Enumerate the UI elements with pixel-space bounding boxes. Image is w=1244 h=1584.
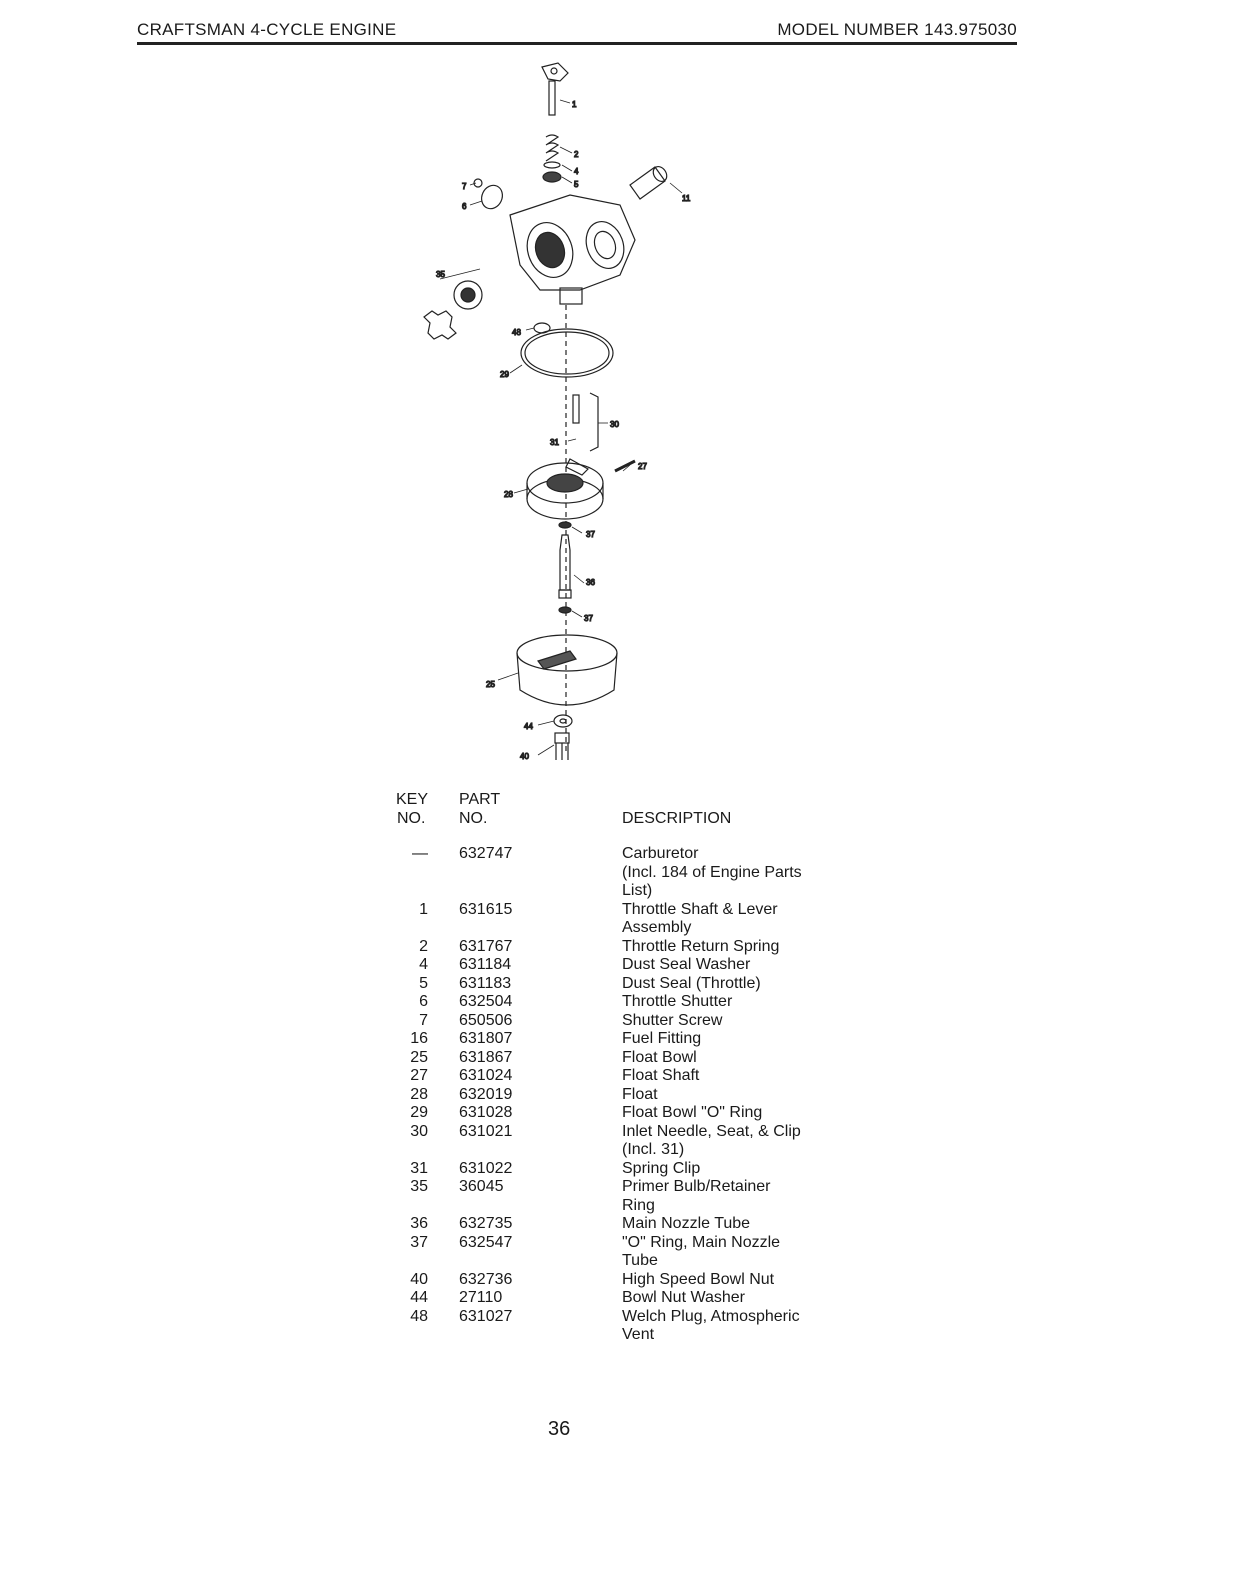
part-description — [622, 1178, 852, 1215]
inlet-needle-part — [573, 393, 598, 451]
throttle-shaft-part — [542, 63, 568, 115]
callout-25: 25 — [486, 680, 495, 689]
key-number: 48 — [410, 1307, 428, 1325]
part-number: 27110 — [459, 1289, 503, 1306]
key-number: — — [412, 845, 428, 862]
key-number: 28 — [410, 1085, 428, 1103]
part-number: 631807 — [459, 1030, 513, 1047]
callout-5: 5 — [574, 180, 579, 189]
page-number: 36 — [548, 1418, 571, 1440]
return-spring-part — [546, 135, 558, 161]
description-line: (Incl. 184 of Engine Parts — [622, 863, 802, 881]
description-line: Carburetor — [622, 845, 699, 862]
callout-35: 35 — [436, 270, 445, 279]
part-description — [622, 1234, 852, 1271]
part-description — [622, 901, 852, 938]
part-header-1: PART — [459, 791, 501, 808]
part-number: 632735 — [459, 1215, 513, 1232]
description-line: "O" Ring, Main Nozzle — [622, 1233, 781, 1251]
part-description — [622, 1049, 852, 1068]
key-number: 36 — [410, 1215, 428, 1232]
callout-27: 27 — [638, 462, 647, 471]
primer-bulb-part — [424, 281, 482, 339]
callout-4: 4 — [574, 167, 579, 176]
key-number: 35 — [410, 1178, 428, 1195]
part-description — [622, 1123, 852, 1160]
key-number: 44 — [410, 1289, 428, 1306]
part-number: 631027 — [459, 1307, 513, 1325]
nozzle-o-ring-top-part — [559, 522, 571, 528]
callout-6: 6 — [462, 202, 467, 211]
header-rule — [137, 42, 1017, 45]
callout-2: 2 — [574, 150, 579, 159]
description-line: Dust Seal Washer — [622, 956, 751, 973]
key-number: 29 — [410, 1104, 428, 1121]
description-line: Primer Bulb/Retainer — [622, 1178, 771, 1195]
callout-37-top: 37 — [586, 530, 595, 539]
float-bowl-part — [517, 635, 617, 705]
description-line: Tube — [622, 1252, 658, 1269]
callout-40: 40 — [520, 752, 529, 761]
description-line: Main Nozzle Tube — [622, 1215, 751, 1232]
description-line: Assembly — [622, 919, 692, 936]
description-line: Float Bowl "O" Ring — [622, 1104, 763, 1121]
part-description — [622, 1215, 852, 1234]
part-number: 632547 — [459, 1233, 513, 1251]
part-description — [622, 993, 852, 1012]
part-description — [622, 1104, 852, 1123]
part-description — [622, 956, 852, 975]
description-line: Shutter Screw — [622, 1011, 723, 1029]
description-line: Dust Seal (Throttle) — [622, 974, 761, 992]
part-number: 632504 — [459, 993, 513, 1010]
part-description — [622, 938, 852, 957]
callout-48: 48 — [512, 328, 521, 337]
part-description — [622, 1086, 852, 1105]
carburetor-exploded-diagram — [420, 55, 720, 785]
description-line: Throttle Shutter — [622, 993, 733, 1010]
key-number: 7 — [419, 1011, 428, 1029]
key-number: 16 — [410, 1030, 428, 1047]
description-line: Float Shaft — [622, 1067, 700, 1084]
float-part — [527, 459, 603, 519]
callout-28: 28 — [504, 490, 513, 499]
description-line: Float Bowl — [622, 1048, 697, 1066]
part-header-2: NO. — [459, 810, 488, 827]
callout-11: 11 — [682, 194, 691, 203]
main-nozzle-tube-part — [559, 535, 571, 598]
dust-seal-part — [543, 172, 561, 182]
part-number: 632747 — [459, 845, 513, 862]
part-description — [622, 1308, 852, 1345]
bowl-nut-washer-part — [554, 715, 572, 727]
description-line: Throttle Return Spring — [622, 937, 780, 955]
throttle-shutter-part — [478, 182, 506, 212]
description-line: (Incl. 31) — [622, 1141, 685, 1158]
callout-36: 36 — [586, 578, 595, 587]
callout-30: 30 — [610, 420, 619, 429]
key-number: 2 — [419, 937, 428, 955]
description-line: Throttle Shaft & Lever — [622, 900, 778, 918]
part-description — [622, 1289, 852, 1308]
float-bowl-o-ring-part — [521, 329, 613, 377]
key-number: 27 — [410, 1067, 428, 1084]
part-description — [622, 1160, 852, 1179]
dust-seal-washer-part — [544, 162, 560, 168]
description-line: Vent — [622, 1326, 655, 1343]
part-description — [622, 1271, 852, 1290]
part-number: 650506 — [459, 1011, 513, 1029]
description-line: Float — [622, 1085, 658, 1103]
description-line: Bowl Nut Washer — [622, 1289, 745, 1306]
key-number: 5 — [419, 974, 428, 992]
callout-44: 44 — [524, 722, 533, 731]
page-header — [137, 18, 1017, 44]
model-number: MODEL NUMBER 143.975030 — [777, 20, 1017, 39]
part-number: 631183 — [459, 974, 512, 992]
key-number: 31 — [410, 1159, 428, 1177]
carburetor-body-part — [510, 195, 635, 304]
part-number: 631867 — [459, 1048, 513, 1066]
key-header-1: KEY — [396, 791, 429, 808]
description-header: DESCRIPTION — [622, 810, 732, 827]
part-number: 631184 — [459, 956, 512, 973]
part-number: 631024 — [459, 1067, 513, 1084]
part-number: 632736 — [459, 1270, 513, 1288]
description-line: Welch Plug, Atmospheric — [622, 1307, 800, 1325]
part-description — [622, 1012, 852, 1031]
part-description — [622, 845, 852, 901]
part-description — [622, 1030, 852, 1049]
part-description — [622, 1067, 852, 1086]
nozzle-o-ring-bottom-part — [559, 607, 571, 613]
key-number: 6 — [419, 993, 428, 1010]
key-number: 40 — [410, 1270, 428, 1288]
fuel-fitting-part — [630, 164, 670, 199]
key-number: 25 — [410, 1048, 428, 1066]
key-number: 37 — [410, 1233, 428, 1251]
description-line: High Speed Bowl Nut — [622, 1270, 775, 1288]
key-number: 30 — [410, 1122, 428, 1140]
callout-31: 31 — [550, 438, 559, 447]
description-line: List) — [622, 882, 653, 899]
part-number: 631028 — [459, 1104, 513, 1121]
part-number: 36045 — [459, 1178, 504, 1195]
key-number: 1 — [419, 900, 428, 918]
description-line: Inlet Needle, Seat, & Clip — [622, 1122, 801, 1140]
description-line: Spring Clip — [622, 1159, 701, 1177]
part-number: 631022 — [459, 1159, 513, 1177]
part-number: 632019 — [459, 1085, 513, 1103]
key-number: 4 — [419, 956, 428, 973]
part-description — [622, 975, 852, 994]
high-speed-bowl-nut-part — [555, 733, 569, 760]
description-line: Ring — [622, 1196, 655, 1214]
callout-7: 7 — [462, 182, 467, 191]
key-header-2: NO. — [397, 810, 426, 827]
engine-title: CRAFTSMAN 4-CYCLE ENGINE — [137, 20, 397, 39]
callout-29: 29 — [500, 370, 509, 379]
part-number: 631615 — [459, 900, 513, 918]
callout-1: 1 — [572, 100, 577, 109]
part-number: 631021 — [459, 1122, 513, 1140]
part-number: 631767 — [459, 937, 513, 955]
description-line: Fuel Fitting — [622, 1030, 702, 1047]
callout-37-bottom: 37 — [584, 614, 593, 623]
